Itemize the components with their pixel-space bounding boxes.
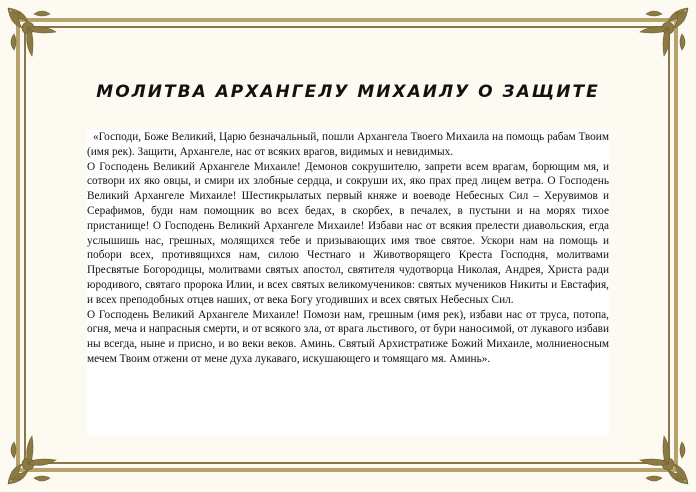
page-title: МОЛИТВА АРХАНГЕЛУ МИХАИЛУ О ЗАЩИТЕ [96, 82, 600, 102]
prayer-paragraph: «Господи, Боже Великий, Царю безначальный, пошли Архангела Твоего Михаила на помощь рабам Твоим (имя рек). Защити, Архангеле, нас от всяких врагов, видимых и невидимых. [87, 131, 609, 158]
ornament-corner-bottom-left [4, 428, 64, 488]
prayer-paragraph: О Господень Великий Архангеле Михаиле! Помози нам, грешным (имя рек), избави нас от труса, потопа, огня, меча и напрасныя смерти, и от всякого зла, от врага льстивого, от бури наносимой, от лукавого избави ны всегда, ныне и присно, и во веки веков. Аминь. Святый Архистратиже Божий Михаиле, молниеносным мечем Твоим отжени от мене духа лукаваго, искушающего и томящаго мя. Аминь». [87, 308, 609, 365]
prayer-text [87, 130, 609, 436]
ornament-corner-bottom-right [632, 428, 692, 488]
prayer-paragraph: О Господень Великий Архангеле Михаиле! Демонов сокрушителю, запрети всем врагам, борющим мя, и сотвори их яко овцы, и смири их злобные сердца, и сокруши их, яко прах пред лицем ветра. О Господень Великий Архангеле Михаиле! Шестикрылатых первый княже и воеводе Небесных Сил – Херувимов и Серафимов, буди нам помощник во всех бедах, в скорбех, в печалех, в пустыни и на морях тихое пристанище! О Господень Великий Архангеле Михаиле! Избави нас от всякия прелести диавольския, егда услышишь нас, грешных, молящихся тебе и призывающих имя твое святое. Ускори нам на помощь и побори всех, противящихся нам, силою Честнаго и Животворящего Креста Господня, молитвами Пресвятые Богородицы, молитвами святых апостол, святителя чудотворца Николая, Андрея, Христа ради юродивого, святаго пророка Илии, и всех святых великомучеников: святых мучеников Никиты и Евстафия, и всех преподобных отцев наших, от века Богу угодивших и всех святых Небесных Сил. [87, 160, 609, 306]
ornament-corner-top-right [632, 4, 692, 64]
ornament-corner-top-left [4, 4, 64, 64]
